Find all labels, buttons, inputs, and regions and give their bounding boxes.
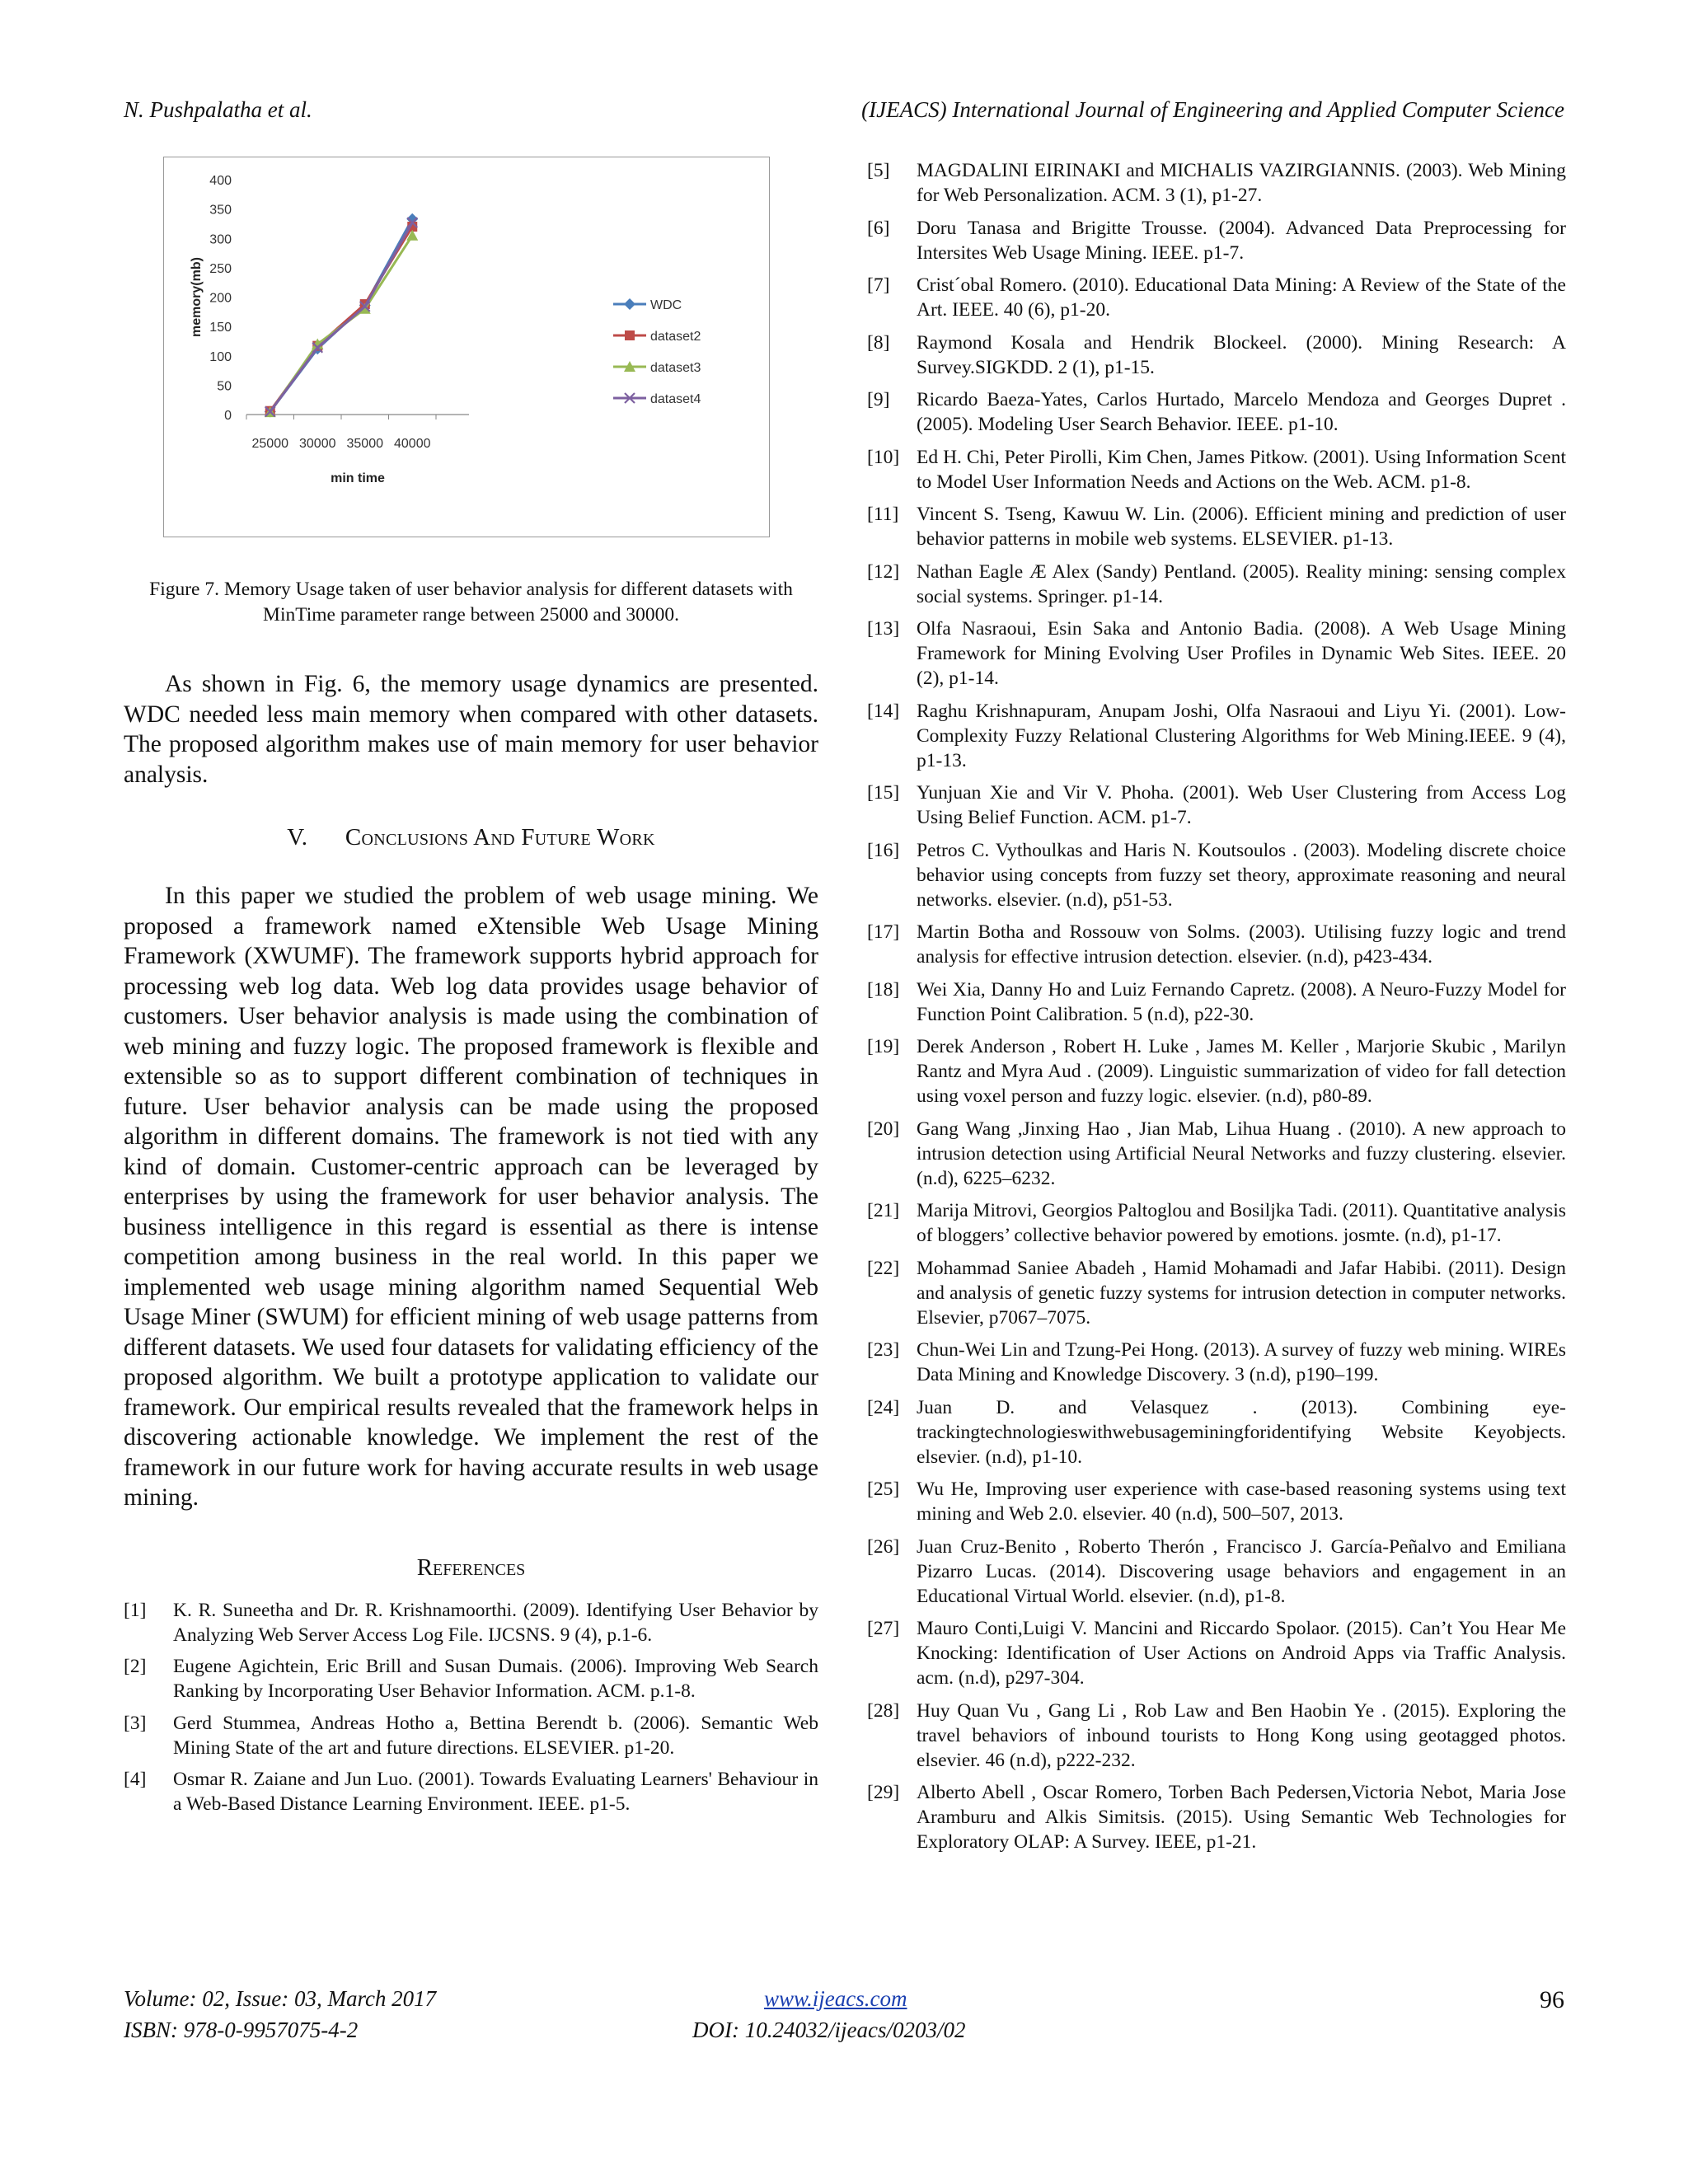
y-tick-label: 300 xyxy=(209,232,232,247)
reference-item xyxy=(867,977,1566,1027)
section-title: Conclusions And Future Work xyxy=(345,824,655,851)
reference-text: Gerd Stummea, Andreas Hotho a, Bettina Berendt b. (2006). Semantic Web Mining State of the art and future directions. ELSEVIER. p1-20. xyxy=(173,1712,818,1759)
body-paragraph-2: In this paper we studied the problem of web usage mining. We proposed a framework named eXtensible Web Usage Mining Framework (XWUMF). The framework supports hybrid approach for processing web log data. Web log data provides usage behavior of customers. User behavior analysis is made using the combination of web mining and fuzzy logic. The proposed framework is flexible and extensible so as to support different combination of techniques in future. User behavior analysis can be made using the proposed algorithm in different domains. The framework is not tied with any kind of domain. Customer-centric approach can be leveraged by enterprises by using the framework for user behavior analysis. The business intelligence in this regard is essential as there is intense competition among business in the real world. In this paper we implemented web usage mining algorithm named Sequential Web Usage Miner (SWUM) for efficient mining of web usage patterns from different datasets. We used four datasets for validating efficiency of the proposed algorithm. We built a prototype application to validate our framework. Our empirical results revealed that the framework helps in discovering actionable knowledge. We implement the rest of the framework in our future work for having accurate results in web usage mining. xyxy=(124,883,818,1511)
y-tick-label: 400 xyxy=(209,174,232,188)
reference-item xyxy=(867,920,1566,969)
reference-number: [19] xyxy=(867,1036,900,1057)
left-column xyxy=(124,157,818,1824)
reference-item xyxy=(867,1198,1566,1248)
reference-text: K. R. Suneetha and Dr. R. Krishnamoorthi. (2009). Identifying User Behavior by Analyzing Web Server Access Log File. IJCSNS. 9 (4), p.1-6. xyxy=(173,1599,818,1646)
reference-number: [7] xyxy=(867,274,890,296)
legend-marker-dataset2 xyxy=(625,330,635,340)
reference-number: [2] xyxy=(124,1656,147,1677)
line-chart xyxy=(164,157,769,537)
reference-text: Ed H. Chi, Peter Pirolli, Kim Chen, James Pitkow. (2001). Using Information Scent to Model User Information Needs and Actions on the Web. ACM. p1-8. xyxy=(917,446,1566,493)
reference-item xyxy=(124,1767,818,1816)
reference-text: Alberto Abell , Oscar Romero, Torben Bach Pedersen,Victoria Nebot, Maria Jose Aramburu and Alkis Simitsis. (2015). Using Semantic Web Technologies for Exploratory OLAP: A Survey. IEEE, p1-21. xyxy=(917,1782,1566,1853)
reference-number: [25] xyxy=(867,1479,900,1500)
reference-item xyxy=(867,273,1566,322)
body-paragraph-1: As shown in Fig. 6, the memory usage dynamics are presented. WDC needed less main memory when compared with other datasets. The proposed algorithm makes use of main memory for user behavior analysis. xyxy=(124,671,818,788)
reference-number: [9] xyxy=(867,389,890,410)
reference-number: [13] xyxy=(867,618,900,640)
reference-text: Doru Tanasa and Brigitte Trousse. (2004). Advanced Data Preprocessing for Intersites Web Usage Mining. IEEE. p1-7. xyxy=(917,217,1566,264)
y-tick-label: 250 xyxy=(209,261,232,276)
reference-item xyxy=(867,838,1566,912)
reference-item xyxy=(867,330,1566,380)
reference-text: Yunjuan Xie and Vir V. Phoha. (2001). Web User Clustering from Access Log Using Belief Function. ACM. p1-7. xyxy=(917,782,1566,828)
reference-item xyxy=(867,502,1566,551)
reference-item xyxy=(124,1711,818,1760)
reference-text: Raghu Krishnapuram, Anupam Joshi, Olfa Nasraoui and Liyu Yi. (2001). Low-Complexity Fuzzy Relational Clustering Algorithms for Web Mining.IEEE. 9 (4), p1-13. xyxy=(917,700,1566,771)
reference-item xyxy=(867,1117,1566,1191)
reference-item xyxy=(867,1535,1566,1609)
reference-item xyxy=(867,1699,1566,1773)
reference-number: [26] xyxy=(867,1535,900,1558)
x-tick-label: 35000 xyxy=(346,437,383,451)
y-tick-label: 200 xyxy=(209,291,232,306)
page-footer xyxy=(124,1986,1564,2052)
reference-number: [4] xyxy=(124,1769,147,1790)
figure-7-chart xyxy=(163,157,770,537)
reference-number: [1] xyxy=(124,1599,147,1621)
x-axis-title: min time xyxy=(331,471,385,485)
reference-text: Gang Wang ,Jinxing Hao , Jian Mab, Lihua Huang . (2010). A new approach to intrusion detection using Artificial Neural Networks and fuzzy clustering. elsevier. (n.d), 6225–6232. xyxy=(917,1118,1566,1189)
reference-text: Osmar R. Zaiane and Jun Luo. (2001). Towards Evaluating Learners' Behaviour in a Web-Based Distance Learning Environment. IEEE. p1-5. xyxy=(173,1769,818,1815)
reference-item xyxy=(867,560,1566,609)
legend-label: dataset4 xyxy=(650,392,701,406)
reference-text: Eugene Agichtein, Eric Brill and Susan Dumais. (2006). Improving Web Search Ranking by Incorporating User Behavior Information. ACM. p.1-8. xyxy=(173,1656,818,1702)
legend-label: WDC xyxy=(650,298,682,312)
reference-text: Huy Quan Vu , Gang Li , Rob Law and Ben Haobin Ye . (2015). Exploring the travel behaviors of inbound tourists to Hong Kong using geotagged photos. elsevier. 46 (n.d), p222-232. xyxy=(917,1699,1566,1771)
reference-item xyxy=(867,158,1566,208)
reference-number: [29] xyxy=(867,1782,900,1803)
reference-item xyxy=(867,445,1566,494)
reference-number: [14] xyxy=(867,700,900,722)
reference-text: Wu He, Improving user experience with case-based reasoning systems using text mining and Web 2.0. elsevier. 40 (n.d), 500–507, 2013. xyxy=(917,1479,1566,1525)
reference-item xyxy=(867,1780,1566,1854)
reference-number: [6] xyxy=(867,217,890,239)
reference-text: Juan Cruz-Benito , Roberto Therón , Francisco J. García-Peñalvo and Emiliana Pizarro Lucas. (2014). Discovering usage behaviors and engagement in an Educational Virtual World. elsevier. (n.d), p1-8. xyxy=(917,1535,1566,1607)
reference-text: MAGDALINI EIRINAKI and MICHALIS VAZIRGIANNIS. (2003). Web Mining for Web Personalization. ACM. 3 (1), p1-27. xyxy=(917,160,1566,206)
reference-item xyxy=(867,1256,1566,1330)
y-tick-label: 100 xyxy=(209,349,232,364)
journal-link[interactable]: www.ijeacs.com xyxy=(764,1986,907,2011)
reference-number: [24] xyxy=(867,1396,900,1418)
reference-item xyxy=(867,1395,1566,1469)
y-axis-title: memory(mb) xyxy=(190,257,204,337)
reference-text: Marija Mitrovi, Georgios Paltoglou and Bosiljka Tadi. (2011). Quantitative analysis of bloggers’ collective behavior powered by emotions. josmte. (n.d), p1-17. xyxy=(917,1200,1566,1246)
reference-text: Nathan Eagle Æ Alex (Sandy) Pentland. (2005). Reality mining: sensing complex social systems. Springer. p1-14. xyxy=(917,560,1566,607)
reference-item xyxy=(867,616,1566,691)
header-authors: N. Pushpalatha et al. xyxy=(124,97,312,122)
reference-text: Martin Botha and Rossouw von Solms. (2003). Utilising fuzzy logic and trend analysis for effective intrusion detection. elsevier. (n.d), p423-434. xyxy=(917,921,1566,968)
reference-text: Chun-Wei Lin and Tzung-Pei Hong. (2013). A survey of fuzzy web mining. WIREs Data Mining and Knowledge Discovery. 3 (n.d), p190–199. xyxy=(917,1339,1566,1385)
reference-item xyxy=(867,1616,1566,1690)
references-list-left xyxy=(124,1598,818,1817)
reference-item xyxy=(867,1034,1566,1108)
reference-text: Juan D. and Velasquez . (2013). Combining eye-trackingtechnologieswithwebusageminingforidentifying Website Keyobjects. elsevier. (n.d), p1-10. xyxy=(917,1396,1566,1468)
reference-text: Wei Xia, Danny Ho and Luiz Fernando Capretz. (2008). A Neuro-Fuzzy Model for Function Point Calibration. 5 (n.d), p22-30. xyxy=(917,978,1566,1025)
reference-number: [21] xyxy=(867,1200,900,1221)
y-tick-label: 150 xyxy=(209,321,232,335)
reference-text: Olfa Nasraoui, Esin Saka and Antonio Badia. (2008). A Web Usage Mining Framework for Mining Evolving User Profiles in Dynamic Web Sites. IEEE. 20 (2), p1-14. xyxy=(917,618,1566,689)
references-title: References xyxy=(416,1554,526,1581)
reference-number: [27] xyxy=(867,1618,900,1639)
header-journal: (IJEACS) International Journal of Engineering and Applied Computer Science xyxy=(861,97,1564,122)
page-number: 96 xyxy=(1540,1986,1564,2013)
reference-number: [10] xyxy=(867,446,900,468)
series-line-dataset4 xyxy=(270,223,413,411)
reference-number: [22] xyxy=(867,1257,900,1279)
reference-item xyxy=(867,1338,1566,1387)
reference-item xyxy=(124,1598,818,1647)
reference-text: Petros C. Vythoulkas and Haris N. Koutsoulos . (2003). Modeling discrete choice behavior using concepts from fuzzy set theory, approximate reasoning and neural networks. elsevier. (n.d), p51-53. xyxy=(917,839,1566,911)
reference-number: [11] xyxy=(867,504,899,525)
reference-text: Derek Anderson , Robert H. Luke , James M. Keller , Marjorie Skubic , Marilyn Rantz and Myra Aud . (2009). Linguistic summarization of video for fall detection using voxel person and fuzzy logic. elsevier. (n.d), p80-89. xyxy=(917,1036,1566,1107)
running-header xyxy=(124,97,1564,130)
footer-doi: DOI: 10.24032/ijeacs/0203/02 xyxy=(692,2018,966,2042)
reference-text: Vincent S. Tseng, Kawuu W. Lin. (2006). Efficient mining and prediction of user behavior patterns in mobile web systems. ELSEVIER. p1-13. xyxy=(917,504,1566,550)
references-list-right xyxy=(867,158,1566,1854)
reference-number: [17] xyxy=(867,921,900,943)
references-heading xyxy=(124,1554,818,1582)
reference-text: Mauro Conti,Luigi V. Mancini and Riccardo Spolaor. (2015). Can’t You Hear Me Knocking: Identification of User Actions on Android Apps via Traffic Analysis. acm. (n.d), p297-304. xyxy=(917,1618,1566,1689)
y-tick-label: 50 xyxy=(217,379,232,394)
reference-number: [18] xyxy=(867,978,900,1001)
reference-item xyxy=(867,1477,1566,1526)
reference-number: [3] xyxy=(124,1712,147,1734)
reference-item xyxy=(867,387,1566,437)
reference-item xyxy=(867,699,1566,773)
reference-number: [16] xyxy=(867,839,900,861)
reference-text: Ricardo Baeza-Yates, Carlos Hurtado, Marcelo Mendoza and Georges Dupret . (2005). Modeling User Search Behavior. IEEE. p1-10. xyxy=(917,389,1566,435)
legend-label: dataset3 xyxy=(650,361,701,375)
section-heading xyxy=(124,824,818,851)
reference-text: Mohammad Saniee Abadeh , Hamid Mohamadi and Jafar Habibi. (2011). Design and analysis of genetic fuzzy systems for intrusion detection in computer networks. Elsevier, p7067–7075. xyxy=(917,1257,1566,1329)
right-column xyxy=(867,158,1566,1863)
reference-number: [28] xyxy=(867,1699,900,1722)
x-tick-label: 40000 xyxy=(394,437,431,451)
reference-number: [5] xyxy=(867,160,890,181)
reference-number: [12] xyxy=(867,560,900,583)
reference-number: [15] xyxy=(867,782,900,804)
reference-text: Crist´obal Romero. (2010). Educational Data Mining: A Review of the State of the Art. IEEE. 40 (6), p1-20. xyxy=(917,274,1566,321)
reference-item xyxy=(124,1654,818,1704)
footer-volume: Volume: 02, Issue: 03, March 2017 xyxy=(124,1986,437,2011)
section-number: V. xyxy=(287,824,308,851)
y-tick-label: 0 xyxy=(224,409,232,423)
reference-item xyxy=(867,780,1566,830)
x-tick-label: 25000 xyxy=(251,437,288,451)
reference-text: Raymond Kosala and Hendrik Blockeel. (2000). Mining Research: A Survey.SIGKDD. 2 (1), p1-15. xyxy=(917,331,1566,378)
footer-isbn: ISBN: 978-0-9957075-4-2 xyxy=(124,2018,359,2042)
x-tick-label: 30000 xyxy=(299,437,336,451)
reference-number: [8] xyxy=(867,331,890,354)
legend-marker-WDC xyxy=(624,298,635,310)
figure-caption: Figure 7. Memory Usage taken of user behavior analysis for different datasets with MinTime parameter range between 25000 and 30000. xyxy=(149,579,793,626)
reference-item xyxy=(867,216,1566,265)
reference-number: [23] xyxy=(867,1339,900,1361)
reference-number: [20] xyxy=(867,1118,900,1140)
legend-label: dataset2 xyxy=(650,330,701,344)
y-tick-label: 350 xyxy=(209,203,232,218)
